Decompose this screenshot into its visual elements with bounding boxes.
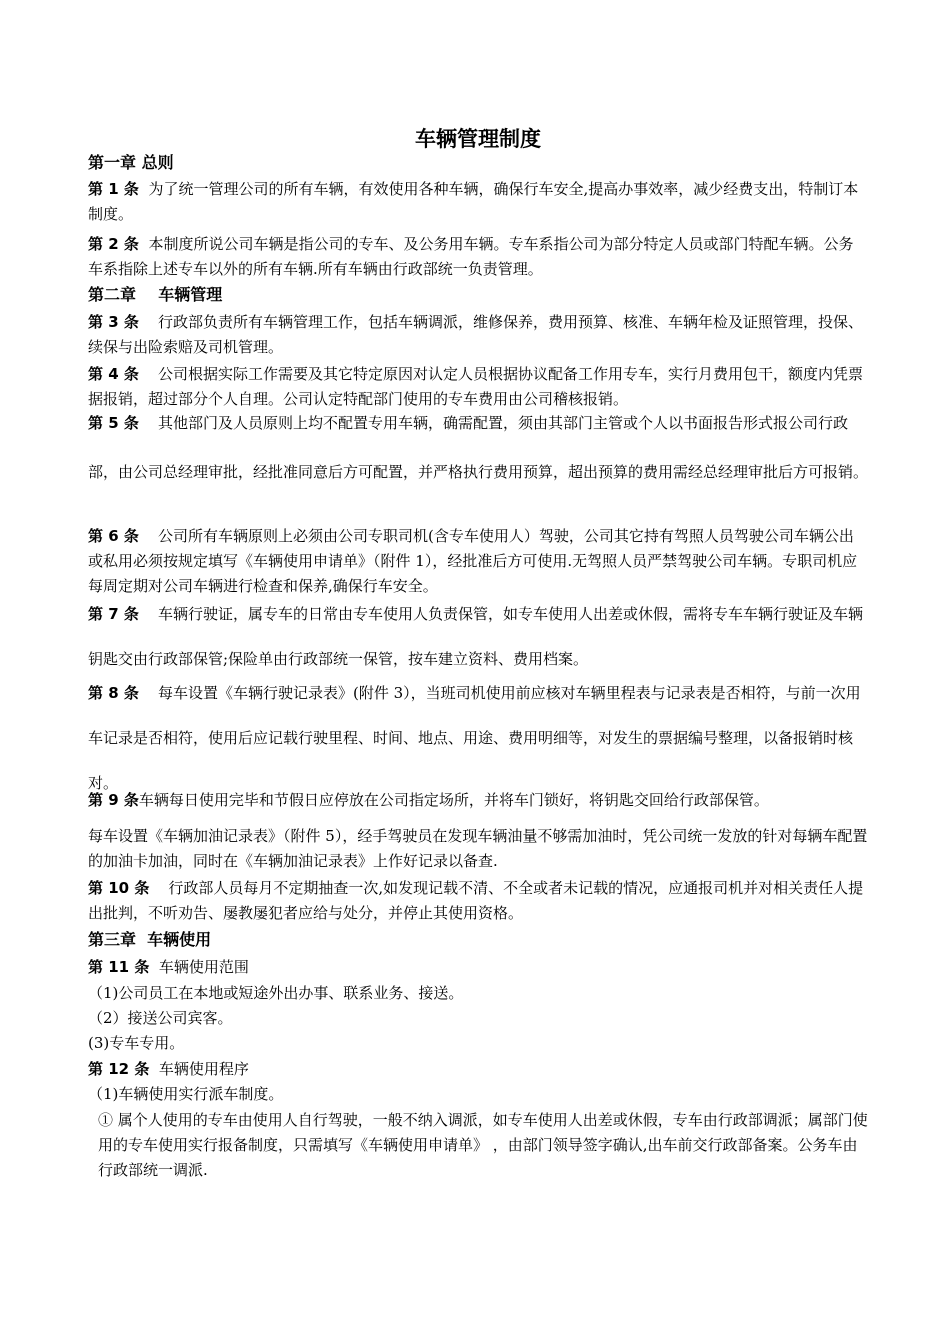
document-title: 车辆管理制度: [415, 127, 541, 151]
article-label: 第 5 条: [88, 414, 139, 432]
article-label: 第 6 条: [88, 527, 139, 545]
article-label: 第 10 条: [88, 879, 150, 897]
article-label: 第 8 条: [88, 684, 139, 702]
article-text: 公司根据实际工作需要及其它特定原因对认定人员根据协议配备工作用专车，实行月费用包干，额度内凭票据报销，超过部分个人自理。公司认定特配部门使用的专车费用由公司稽核报销。: [88, 365, 863, 408]
article-text: 其他部门及人员原则上均不配置专用车辆，确需配置，须由其部门主管或个人以书面报告形式报公司行政部，由公司总经理审批，经批准同意后方可配置，并严格执行费用预算，超出预算的费用需经总经理审批后方可报销。: [88, 414, 869, 481]
article-text: 车辆使用程序: [158, 1060, 249, 1078]
article-text: 公司所有车辆原则上必须由公司专职司机(含专车使用人）驾驶，公司其它持有驾照人员驾驶公司车辆公出或私用必须按规定填写《车辆使用申请单》（附件 1），经批准后方可使用.无驾照人员严禁驾驶公司车辆。专职司机应每周定期对公司车辆进行检查和保养,确保行车安全。: [88, 527, 858, 595]
article-label: 第 2 条: [88, 235, 139, 253]
article-text: 每车设置《车辆行驶记录表》(附件 3），当班司机使用前应核对车辆里程表与记录表是否相符，与前一次用车记录是否相符，使用后应记载行驶里程、时间、地点、用途、费用明细等，对发生的票据编号整理，以备报销时核对。: [88, 684, 861, 792]
list-item: (3)专车专用。: [88, 1034, 185, 1052]
article-label: 第 9 条: [88, 791, 139, 809]
article-2: [88, 232, 868, 282]
list-item: （1)公司员工在本地或短途外出办事、联系业务、接送。: [88, 984, 464, 1002]
article-label: 第 3 条: [88, 313, 139, 331]
article-label: 第 11 条: [88, 958, 150, 976]
article-text: 车辆使用范围: [158, 958, 249, 976]
article-label: 第 12 条: [88, 1060, 150, 1078]
article-10: [88, 876, 868, 926]
list-item: （2）接送公司宾客。: [88, 1009, 233, 1027]
article-9-continued: 每车设置《车辆加油记录表》（附件 5），经手驾驶员在发现车辆油量不够需加油时，凭公司统一发放的针对每辆车配置的加油卡加油，同时在《车辆加油记录表》上作好记录以备查.: [88, 827, 868, 870]
article-text: 行政部负责所有车辆管理工作，包括车辆调派，维修保养，费用预算、核准、车辆年检及证照管理，投保、续保与出险索赔及司机管理。: [88, 313, 863, 356]
article-12: [88, 1057, 868, 1082]
article-text: 本制度所说公司车辆是指公司的专车、及公务用车辆。专车系指公司为部分特定人员或部门特配车辆。公务车系指除上述专车以外的所有车辆.所有车辆由行政部统一负责管理。: [88, 235, 854, 278]
list-item: ① 属个人使用的专车由使用人自行驾驶，一般不纳入调派，如专车使用人出差或休假，专车由行政部调派；属部门使用的专车使用实行报备制度，只需填写《车辆使用申请单》 ，由部门领导签字确认,出车前交行政部备案。公务车由行政部统一调派.: [98, 1111, 868, 1179]
article-label: 第 4 条: [88, 365, 139, 383]
article-label: 第 1 条: [88, 180, 139, 198]
article-1: [88, 177, 868, 227]
chapter-1-heading: 第一章 总则: [88, 153, 174, 172]
article-6: [88, 524, 868, 599]
chapter-2-heading: 第二章 车辆管理: [88, 285, 223, 304]
article-text: 车辆行驶证，属专车的日常由专车使用人负责保管，如专车使用人出差或休假，需将专车车辆行驶证及车辆钥匙交由行政部保管;保险单由行政部统一保管，按车建立资料、费用档案。: [88, 605, 863, 668]
article-8: [88, 671, 868, 806]
article-text: 为了统一管理公司的所有车辆，有效使用各种车辆，确保行车安全,提高办事效率，减少经费支出，特制订本制度。: [88, 180, 859, 223]
article-text: 车辆每日使用完毕和节假日应停放在公司指定场所，并将车门锁好，将钥匙交回给行政部保管。: [138, 791, 769, 809]
article-7: [88, 592, 868, 682]
article-5: [88, 399, 868, 497]
list-item: （1)车辆使用实行派车制度。: [88, 1085, 284, 1103]
article-11: [88, 955, 868, 980]
article-3: [88, 310, 868, 360]
article-text: 行政部人员每月不定期抽查一次,如发现记载不清、不全或者未记载的情况，应通报司机并对相关责任人提出批判，不听劝告、屡教屡犯者应给与处分，并停止其使用资格。: [88, 879, 864, 922]
article-label: 第 7 条: [88, 605, 139, 623]
article-9: [88, 788, 868, 813]
chapter-3-heading: 第三章 车辆使用: [88, 930, 212, 949]
